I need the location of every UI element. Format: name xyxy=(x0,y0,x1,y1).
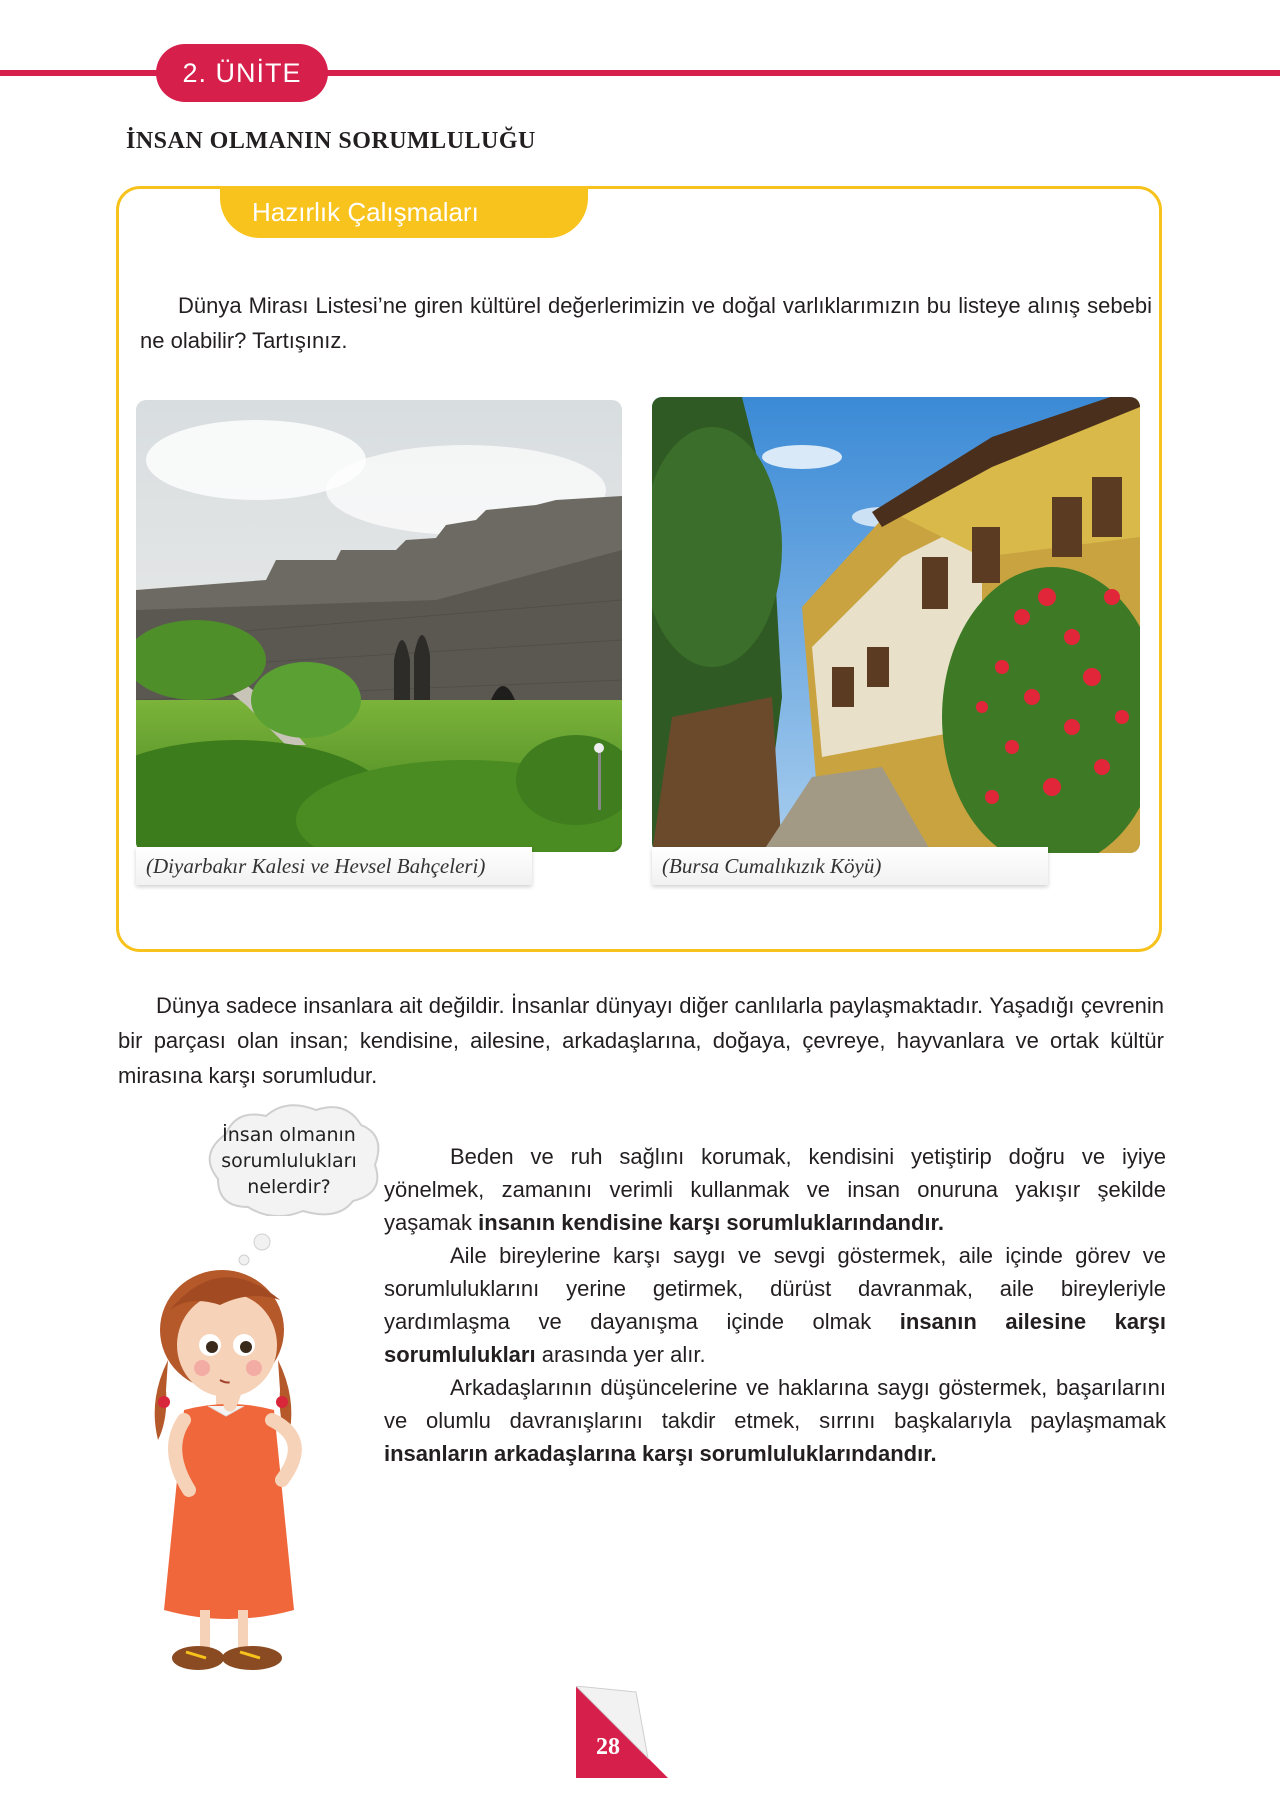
preparation-tab-label: Hazırlık Çalışmaları xyxy=(252,196,479,227)
thought-line-3: nelerdir? xyxy=(247,1176,331,1198)
paragraph-self-text: Beden ve ruh sağlını korumak, kendisini yetiştirip doğru ve iyiye yönelmek, zamanını verimli kullanmak ve insan onuruna yakışır şekilde yaşamak xyxy=(384,1144,1166,1235)
castle-photo-caption: (Diyarbakır Kalesi ve Hevsel Bahçeleri) xyxy=(136,847,532,885)
paragraph-friends xyxy=(384,1371,1166,1470)
intro-paragraph: Dünya sadece insanlara ait değildir. İnsanlar dünyayı diğer canlılarla paylaşmaktadır. Yaşadığı çevrenin bir parçası olan insan; kendisine, ailesine, arkadaşlarına, doğaya, çevreye, hayvanlara ve ortak kültür mirasına karşı sorumludur. xyxy=(118,993,1164,1088)
preparation-tab xyxy=(220,186,588,238)
thought-line-1: İnsan olmanın xyxy=(222,1124,356,1146)
village-photo xyxy=(652,397,1140,853)
paragraph-friends-bold: insanların arkadaşlarına karşı sorumluluklarındandır. xyxy=(384,1441,937,1466)
paragraph-family-bold: insanın ailesine karşı sorumlulukları xyxy=(384,1309,1166,1367)
page-title: İNSAN OLMANIN SORUMLULUĞU xyxy=(126,128,536,154)
responsibility-paragraphs xyxy=(384,1140,1166,1470)
thought-line-2: sorumlulukları xyxy=(221,1150,357,1172)
paragraph-family xyxy=(384,1239,1166,1371)
girl-illustration xyxy=(112,1220,332,1680)
page-corner-icon xyxy=(576,1686,668,1778)
paragraph-self xyxy=(384,1140,1166,1239)
paragraph-friends-text: Arkadaşlarının düşüncelerine ve haklarına saygı göstermek, başarılarını ve olumlu davranışlarını takdir etmek, sırrını başkalarıyla paylaşmamak xyxy=(384,1375,1166,1433)
paragraph-family-text: Aile bireylerine karşı saygı ve sevgi göstermek, aile içinde görev ve sorumluluklarını yerine getirmek, dürüst davranmak, aile bireyleriyle yardımlaşma ve dayanışma içinde olmak xyxy=(384,1243,1166,1334)
paragraph-self-bold: insanın kendisine karşı sorumluklarındandır. xyxy=(478,1210,944,1235)
village-photo-caption: (Bursa Cumalıkızık Köyü) xyxy=(652,847,1048,885)
unit-badge: 2. ÜNİTE xyxy=(156,44,328,102)
page-number: 28 xyxy=(596,1734,620,1760)
preparation-question: Dünya Mirası Listesi’ne giren kültürel değerlerimizin ve doğal varlıklarımızın bu listeye alınış sebebi ne olabilir? Tartışınız. xyxy=(140,293,1152,353)
paragraph-family-after: arasında yer alır. xyxy=(535,1342,706,1367)
thought-bubble-text xyxy=(210,1122,368,1200)
castle-photo xyxy=(136,400,622,852)
